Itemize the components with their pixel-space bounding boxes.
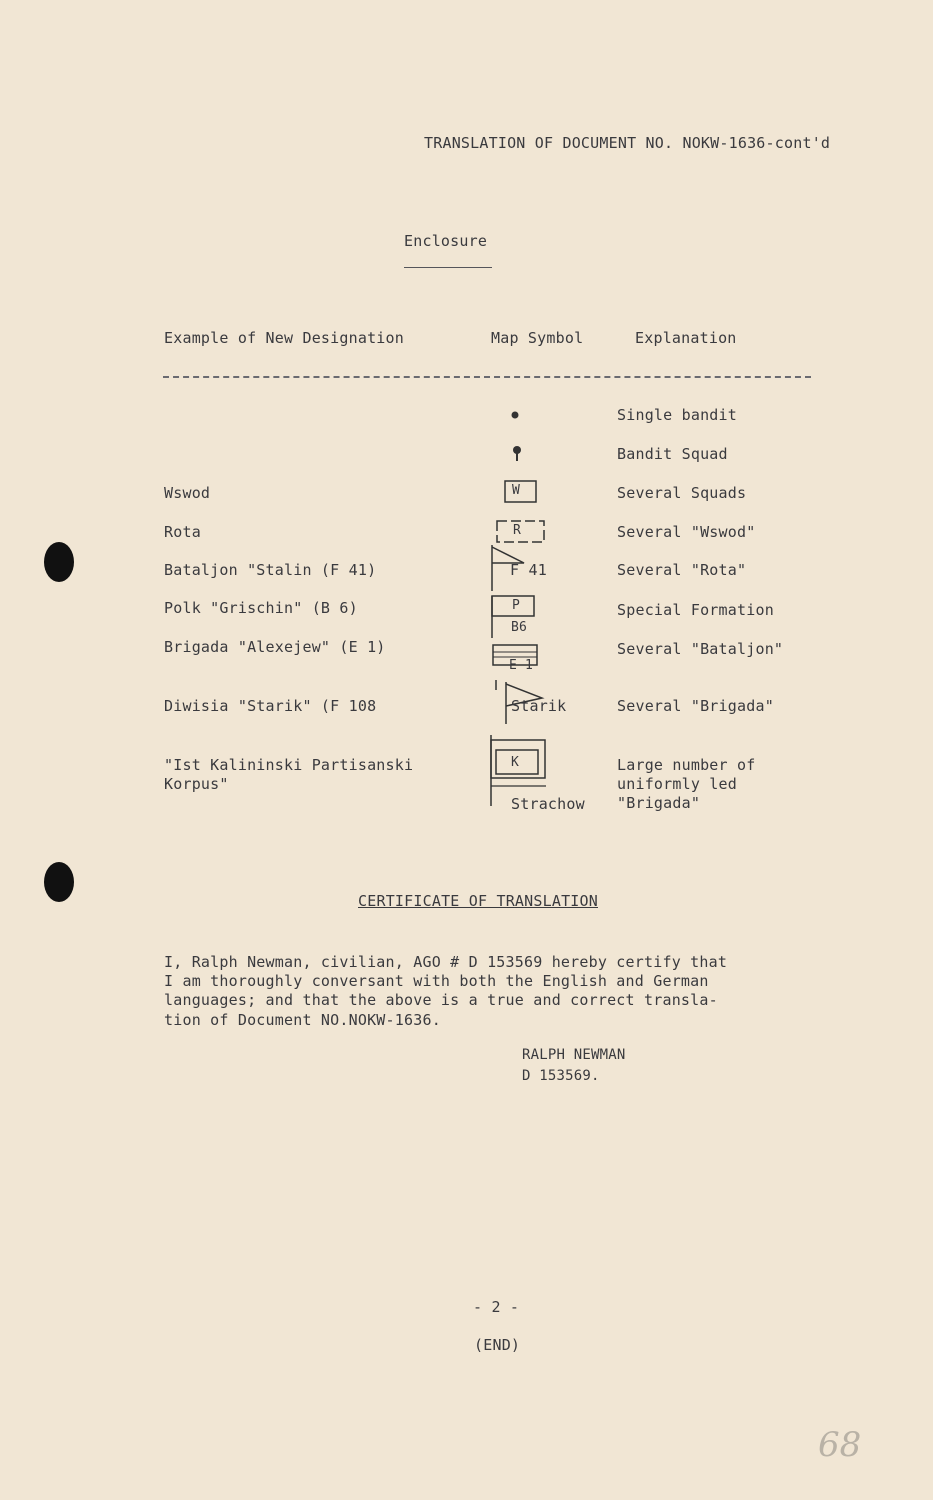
certificate-line: I, Ralph Newman, civilian, AGO # D 153569 hereby certify that — [164, 953, 728, 971]
punch-hole-top — [44, 542, 74, 582]
signature-id: D 153569. — [522, 1068, 600, 1084]
enclosure-underline — [404, 267, 492, 268]
certificate-line: languages; and that the above is a true and correct transla- — [164, 991, 718, 1009]
symbol-label: F 41 — [510, 561, 547, 579]
certificate-title: CERTIFICATE OF TRANSLATION — [358, 892, 598, 910]
designation-cell-line2: Korpus" — [164, 775, 229, 793]
explanation-cell: Several "Wswod" — [617, 523, 756, 541]
column-header-symbol: Map Symbol — [491, 329, 584, 347]
symbol-label: P — [512, 598, 521, 613]
symbol-sublabel: Strachow — [511, 795, 585, 813]
explanation-cell: Large number of — [617, 756, 756, 774]
box-icon — [504, 480, 538, 504]
explanation-cell: Special Formation — [617, 601, 774, 619]
certificate-line: I am thoroughly conversant with both the English and German — [164, 972, 709, 990]
designation-cell: Polk "Grischin" (B 6) — [164, 599, 358, 617]
signature-name: RALPH NEWMAN — [522, 1047, 626, 1063]
end-mark: (END) — [474, 1336, 521, 1354]
designation-cell: "Ist Kalininski Partisanski — [164, 756, 414, 774]
designation-cell: Diwisia "Starik" (F 108 — [164, 697, 377, 715]
dot-icon — [510, 410, 522, 422]
explanation-cell-line2: uniformly led — [617, 775, 737, 793]
designation-cell: Brigada "Alexejew" (E 1) — [164, 638, 386, 656]
punch-hole-bottom — [44, 862, 74, 902]
certificate-line: tion of Document NO.NOKW-1636. — [164, 1011, 441, 1029]
symbol-label: W — [512, 483, 521, 498]
explanation-cell: Several "Brigada" — [617, 697, 774, 715]
explanation-cell: Several Squads — [617, 484, 747, 502]
symbol-label: Starik — [511, 697, 567, 715]
designation-cell: Bataljon "Stalin (F 41) — [164, 561, 377, 579]
explanation-cell: Several "Rota" — [617, 561, 747, 579]
dashed-divider — [163, 376, 811, 380]
symbol-sublabel: B6 — [511, 620, 528, 635]
pin-icon — [511, 445, 525, 463]
document-header: TRANSLATION OF DOCUMENT NO. NOKW-1636-cont'd — [424, 134, 831, 152]
enclosure-title: Enclosure — [404, 232, 488, 250]
explanation-cell: Single bandit — [617, 406, 737, 424]
symbol-label: E 1 — [509, 658, 534, 673]
designation-cell: Wswod — [164, 484, 211, 502]
symbol-label: R — [513, 523, 522, 538]
column-header-explanation: Explanation — [635, 329, 737, 347]
handwritten-page-number: 68 — [818, 1425, 862, 1465]
page-number: - 2 - — [473, 1298, 520, 1316]
column-header-example: Example of New Designation — [164, 329, 404, 347]
explanation-cell: Several "Bataljon" — [617, 640, 784, 658]
designation-cell: Rota — [164, 523, 201, 541]
explanation-cell-line3: "Brigada" — [617, 794, 701, 812]
explanation-cell: Bandit Squad — [617, 445, 728, 463]
symbol-label: K — [511, 755, 520, 770]
